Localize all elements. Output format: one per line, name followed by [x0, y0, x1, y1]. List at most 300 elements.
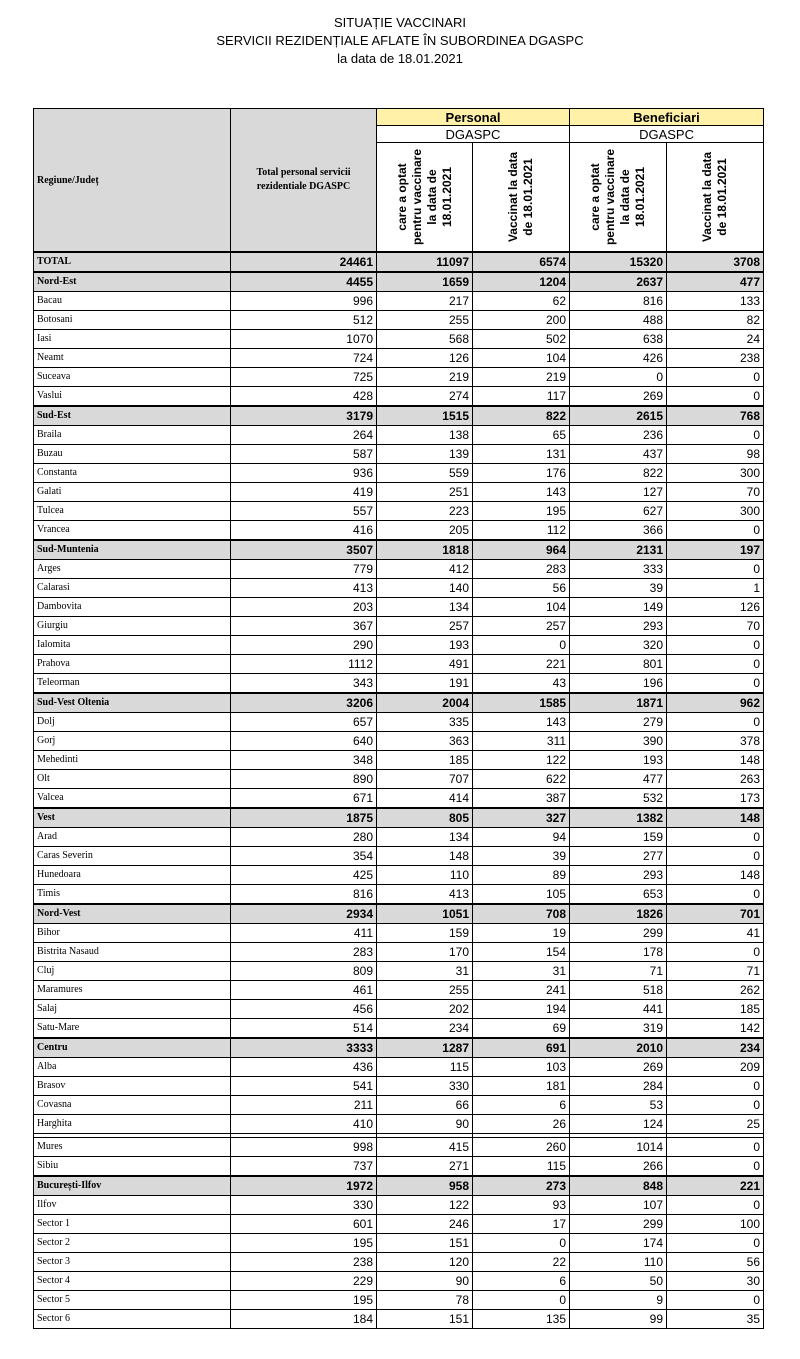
- total-staff-cell: 671: [231, 789, 377, 809]
- row-name: Valcea: [34, 789, 231, 809]
- table-row: [34, 502, 764, 521]
- row-name: Botosani: [34, 311, 231, 330]
- beneficiari-opted-cell: 39: [570, 579, 667, 598]
- row-name: Prahova: [34, 655, 231, 674]
- beneficiari-opted-cell: 441: [570, 1000, 667, 1019]
- beneficiari-opted-cell: 284: [570, 1077, 667, 1096]
- row-name: Sector 4: [34, 1272, 231, 1291]
- total-staff-cell: 283: [231, 943, 377, 962]
- personal-opted-cell: 234: [377, 1019, 473, 1039]
- row-name: Braila: [34, 426, 231, 445]
- beneficiari-opted-cell: 149: [570, 598, 667, 617]
- total-staff-cell: 816: [231, 885, 377, 905]
- personal-vaccinated-cell: 26: [473, 1115, 570, 1134]
- personal-vaccinated-cell: 143: [473, 483, 570, 502]
- beneficiari-vaccinated-cell: 263: [667, 770, 764, 789]
- table-row: [34, 1253, 764, 1272]
- table-row: [34, 598, 764, 617]
- total-staff-cell: 456: [231, 1000, 377, 1019]
- total-staff-cell: 1070: [231, 330, 377, 349]
- personal-vaccinated-cell: 62: [473, 292, 570, 311]
- beneficiari-opted-cell: 110: [570, 1253, 667, 1272]
- beneficiari-vaccinated-cell: 148: [667, 866, 764, 885]
- table-row: [34, 943, 764, 962]
- row-name: Olt: [34, 770, 231, 789]
- beneficiari-vaccinated-cell: 0: [667, 828, 764, 847]
- personal-opted-cell: 707: [377, 770, 473, 789]
- beneficiari-vaccinated-cell: 0: [667, 1291, 764, 1310]
- table-row: [34, 1058, 764, 1077]
- personal-vaccinated-cell: 89: [473, 866, 570, 885]
- personal-vaccinated-cell: 135: [473, 1310, 570, 1329]
- beneficiari-vaccinated-cell: 0: [667, 1196, 764, 1215]
- header-vaccinated-beneficiari-label: Vaccinat la data de 18.01.2021: [700, 151, 730, 243]
- personal-opted-cell: 170: [377, 943, 473, 962]
- beneficiari-opted-cell: 1382: [570, 808, 667, 828]
- beneficiari-opted-cell: 269: [570, 387, 667, 407]
- beneficiari-opted-cell: 107: [570, 1196, 667, 1215]
- beneficiari-vaccinated-cell: 25: [667, 1115, 764, 1134]
- total-staff-cell: 640: [231, 732, 377, 751]
- personal-vaccinated-cell: 964: [473, 540, 570, 560]
- beneficiari-vaccinated-cell: 173: [667, 789, 764, 809]
- beneficiari-vaccinated-cell: 0: [667, 387, 764, 407]
- beneficiari-vaccinated-cell: 0: [667, 1157, 764, 1177]
- beneficiari-opted-cell: 159: [570, 828, 667, 847]
- beneficiari-vaccinated-cell: 30: [667, 1272, 764, 1291]
- beneficiari-opted-cell: 627: [570, 502, 667, 521]
- beneficiari-vaccinated-cell: 56: [667, 1253, 764, 1272]
- row-name: Harghita: [34, 1115, 231, 1134]
- personal-vaccinated-cell: 241: [473, 981, 570, 1000]
- personal-vaccinated-cell: 22: [473, 1253, 570, 1272]
- personal-opted-cell: 274: [377, 387, 473, 407]
- total-staff-cell: 264: [231, 426, 377, 445]
- table-row: [34, 330, 764, 349]
- total-staff-cell: 290: [231, 636, 377, 655]
- beneficiari-opted-cell: 822: [570, 464, 667, 483]
- total-staff-cell: 996: [231, 292, 377, 311]
- row-name: Suceava: [34, 368, 231, 387]
- table-row: [34, 1291, 764, 1310]
- beneficiari-vaccinated-cell: 0: [667, 655, 764, 674]
- beneficiari-opted-cell: 2010: [570, 1038, 667, 1058]
- beneficiari-vaccinated-cell: 0: [667, 674, 764, 694]
- personal-opted-cell: 413: [377, 885, 473, 905]
- beneficiari-vaccinated-cell: 197: [667, 540, 764, 560]
- total-staff-cell: 4455: [231, 272, 377, 292]
- beneficiari-opted-cell: 293: [570, 866, 667, 885]
- region-row: [34, 693, 764, 713]
- beneficiari-vaccinated-cell: 0: [667, 1077, 764, 1096]
- personal-vaccinated-cell: 0: [473, 1234, 570, 1253]
- total-staff-cell: 779: [231, 560, 377, 579]
- beneficiari-opted-cell: 333: [570, 560, 667, 579]
- row-name: Dolj: [34, 713, 231, 732]
- row-name: Sector 3: [34, 1253, 231, 1272]
- row-name: Sector 5: [34, 1291, 231, 1310]
- region-row: [34, 272, 764, 292]
- personal-vaccinated-cell: 131: [473, 445, 570, 464]
- header-opted-personal: [377, 143, 473, 253]
- personal-vaccinated-cell: 708: [473, 904, 570, 924]
- beneficiari-opted-cell: 638: [570, 330, 667, 349]
- personal-opted-cell: 330: [377, 1077, 473, 1096]
- beneficiari-vaccinated-cell: 0: [667, 636, 764, 655]
- total-staff-cell: 587: [231, 445, 377, 464]
- table-row: [34, 713, 764, 732]
- total-staff-cell: 184: [231, 1310, 377, 1329]
- total-staff-cell: 419: [231, 483, 377, 502]
- table-body: [34, 252, 764, 1329]
- table-row: [34, 789, 764, 809]
- row-name: Sud-Est: [34, 406, 231, 426]
- table-row: [34, 1272, 764, 1291]
- row-name: Bacau: [34, 292, 231, 311]
- total-staff-cell: 195: [231, 1234, 377, 1253]
- personal-opted-cell: 115: [377, 1058, 473, 1077]
- beneficiari-opted-cell: 518: [570, 981, 667, 1000]
- personal-vaccinated-cell: 195: [473, 502, 570, 521]
- beneficiari-vaccinated-cell: 0: [667, 943, 764, 962]
- total-staff-cell: 211: [231, 1096, 377, 1115]
- personal-vaccinated-cell: 104: [473, 349, 570, 368]
- total-staff-cell: 2934: [231, 904, 377, 924]
- table-row: [34, 464, 764, 483]
- beneficiari-opted-cell: 1826: [570, 904, 667, 924]
- personal-vaccinated-cell: 194: [473, 1000, 570, 1019]
- personal-vaccinated-cell: 105: [473, 885, 570, 905]
- row-name: Covasna: [34, 1096, 231, 1115]
- personal-vaccinated-cell: 6: [473, 1096, 570, 1115]
- personal-vaccinated-cell: 115: [473, 1157, 570, 1177]
- beneficiari-vaccinated-cell: 238: [667, 349, 764, 368]
- header-total-staff: Total personal servicii rezidentiale DGASPC: [231, 109, 377, 253]
- table-row: [34, 636, 764, 655]
- beneficiari-vaccinated-cell: 0: [667, 1138, 764, 1157]
- total-staff-cell: 203: [231, 598, 377, 617]
- table-row: [34, 674, 764, 694]
- row-name: Ilfov: [34, 1196, 231, 1215]
- table-row: [34, 1019, 764, 1039]
- total-staff-cell: 348: [231, 751, 377, 770]
- total-staff-cell: 411: [231, 924, 377, 943]
- personal-opted-cell: 151: [377, 1234, 473, 1253]
- table-row: [34, 770, 764, 789]
- total-staff-cell: 238: [231, 1253, 377, 1272]
- table-header: [34, 109, 764, 253]
- row-name: Bistrita Nasaud: [34, 943, 231, 962]
- total-staff-cell: 512: [231, 311, 377, 330]
- row-name: Salaj: [34, 1000, 231, 1019]
- total-staff-cell: 413: [231, 579, 377, 598]
- row-name: Sud-Vest Oltenia: [34, 693, 231, 713]
- table-row: [34, 311, 764, 330]
- row-name: Arad: [34, 828, 231, 847]
- table-row: [34, 560, 764, 579]
- beneficiari-opted-cell: 477: [570, 770, 667, 789]
- row-name: Caras Severin: [34, 847, 231, 866]
- personal-vaccinated-cell: 104: [473, 598, 570, 617]
- personal-vaccinated-cell: 143: [473, 713, 570, 732]
- table-row: [34, 1157, 764, 1177]
- region-row: [34, 1038, 764, 1058]
- row-name: Hunedoara: [34, 866, 231, 885]
- beneficiari-vaccinated-cell: 1: [667, 579, 764, 598]
- beneficiari-vaccinated-cell: 0: [667, 885, 764, 905]
- personal-opted-cell: 414: [377, 789, 473, 809]
- beneficiari-opted-cell: 127: [570, 483, 667, 502]
- personal-vaccinated-cell: 181: [473, 1077, 570, 1096]
- beneficiari-opted-cell: 269: [570, 1058, 667, 1077]
- row-name: Arges: [34, 560, 231, 579]
- personal-opted-cell: 1818: [377, 540, 473, 560]
- table-row: [34, 655, 764, 674]
- personal-vaccinated-cell: 622: [473, 770, 570, 789]
- beneficiari-opted-cell: 178: [570, 943, 667, 962]
- header-personal: Personal: [377, 109, 570, 126]
- region-row: [34, 904, 764, 924]
- personal-vaccinated-cell: 311: [473, 732, 570, 751]
- total-staff-cell: 3206: [231, 693, 377, 713]
- row-name: Mures: [34, 1138, 231, 1157]
- beneficiari-opted-cell: 71: [570, 962, 667, 981]
- personal-vaccinated-cell: 31: [473, 962, 570, 981]
- beneficiari-vaccinated-cell: 0: [667, 1234, 764, 1253]
- row-name: Neamt: [34, 349, 231, 368]
- title-line-2: SERVICII REZIDENȚIALE AFLATE ÎN SUBORDINEA DGASPC: [216, 33, 584, 48]
- total-staff-cell: 557: [231, 502, 377, 521]
- beneficiari-opted-cell: 236: [570, 426, 667, 445]
- beneficiari-vaccinated-cell: 0: [667, 368, 764, 387]
- total-staff-cell: 425: [231, 866, 377, 885]
- beneficiari-opted-cell: 1871: [570, 693, 667, 713]
- personal-opted-cell: 1515: [377, 406, 473, 426]
- personal-opted-cell: 1287: [377, 1038, 473, 1058]
- row-name: Sud-Muntenia: [34, 540, 231, 560]
- personal-vaccinated-cell: 327: [473, 808, 570, 828]
- beneficiari-opted-cell: 266: [570, 1157, 667, 1177]
- beneficiari-vaccinated-cell: 71: [667, 962, 764, 981]
- personal-opted-cell: 217: [377, 292, 473, 311]
- total-staff-cell: 3179: [231, 406, 377, 426]
- beneficiari-opted-cell: 816: [570, 292, 667, 311]
- total-staff-cell: 461: [231, 981, 377, 1000]
- row-name: Nord-Est: [34, 272, 231, 292]
- personal-opted-cell: 110: [377, 866, 473, 885]
- beneficiari-vaccinated-cell: 378: [667, 732, 764, 751]
- personal-vaccinated-cell: 219: [473, 368, 570, 387]
- region-row: [34, 540, 764, 560]
- beneficiari-vaccinated-cell: 0: [667, 426, 764, 445]
- total-staff-cell: 809: [231, 962, 377, 981]
- beneficiari-opted-cell: 2637: [570, 272, 667, 292]
- personal-vaccinated-cell: 221: [473, 655, 570, 674]
- table-row: [34, 828, 764, 847]
- personal-vaccinated-cell: 103: [473, 1058, 570, 1077]
- table-row: [34, 579, 764, 598]
- total-staff-cell: 416: [231, 521, 377, 541]
- total-staff-cell: 428: [231, 387, 377, 407]
- table-row: [34, 1000, 764, 1019]
- row-name: Vrancea: [34, 521, 231, 541]
- beneficiari-opted-cell: 9: [570, 1291, 667, 1310]
- personal-vaccinated-cell: 122: [473, 751, 570, 770]
- beneficiari-vaccinated-cell: 300: [667, 464, 764, 483]
- table-row: [34, 445, 764, 464]
- personal-vaccinated-cell: 502: [473, 330, 570, 349]
- personal-opted-cell: 151: [377, 1310, 473, 1329]
- personal-opted-cell: 251: [377, 483, 473, 502]
- total-staff-cell: 998: [231, 1138, 377, 1157]
- personal-opted-cell: 271: [377, 1157, 473, 1177]
- row-name: Giurgiu: [34, 617, 231, 636]
- beneficiari-opted-cell: 653: [570, 885, 667, 905]
- total-staff-cell: 601: [231, 1215, 377, 1234]
- personal-opted-cell: 202: [377, 1000, 473, 1019]
- personal-opted-cell: 122: [377, 1196, 473, 1215]
- total-staff-cell: 195: [231, 1291, 377, 1310]
- beneficiari-vaccinated-cell: 148: [667, 751, 764, 770]
- personal-opted-cell: 134: [377, 828, 473, 847]
- table-row: [34, 1077, 764, 1096]
- beneficiari-vaccinated-cell: 126: [667, 598, 764, 617]
- beneficiari-vaccinated-cell: 24: [667, 330, 764, 349]
- personal-opted-cell: 219: [377, 368, 473, 387]
- beneficiari-vaccinated-cell: 0: [667, 1096, 764, 1115]
- personal-vaccinated-cell: 17: [473, 1215, 570, 1234]
- beneficiari-vaccinated-cell: 148: [667, 808, 764, 828]
- row-name: București-Ilfov: [34, 1176, 231, 1196]
- total-staff-cell: 280: [231, 828, 377, 847]
- table-row: [34, 483, 764, 502]
- total-staff-cell: 24461: [231, 252, 377, 272]
- header-dgaspc-beneficiari: DGASPC: [570, 126, 764, 143]
- row-name: Nord-Vest: [34, 904, 231, 924]
- personal-opted-cell: 335: [377, 713, 473, 732]
- total-staff-cell: 3507: [231, 540, 377, 560]
- personal-opted-cell: 255: [377, 311, 473, 330]
- beneficiari-vaccinated-cell: 234: [667, 1038, 764, 1058]
- total-staff-cell: 410: [231, 1115, 377, 1134]
- personal-vaccinated-cell: 691: [473, 1038, 570, 1058]
- row-name: Alba: [34, 1058, 231, 1077]
- region-row: [34, 406, 764, 426]
- total-staff-cell: 725: [231, 368, 377, 387]
- header-dgaspc-personal: DGASPC: [377, 126, 570, 143]
- personal-vaccinated-cell: 176: [473, 464, 570, 483]
- personal-vaccinated-cell: 117: [473, 387, 570, 407]
- beneficiari-vaccinated-cell: 70: [667, 483, 764, 502]
- header-opted-beneficiari-label: care a optat pentru vaccinare la data de 18.01.2021: [588, 148, 648, 246]
- table-row: [34, 981, 764, 1000]
- table-row: [34, 1196, 764, 1215]
- personal-opted-cell: 31: [377, 962, 473, 981]
- personal-vaccinated-cell: 200: [473, 311, 570, 330]
- table-row: [34, 866, 764, 885]
- row-name: Satu-Mare: [34, 1019, 231, 1039]
- header-vaccinated-personal: [473, 143, 570, 253]
- personal-opted-cell: 193: [377, 636, 473, 655]
- total-staff-cell: 354: [231, 847, 377, 866]
- header-vaccinated-personal-label: Vaccinat la data de 18.01.2021: [506, 151, 535, 243]
- beneficiari-opted-cell: 124: [570, 1115, 667, 1134]
- beneficiari-opted-cell: 390: [570, 732, 667, 751]
- beneficiari-opted-cell: 319: [570, 1019, 667, 1039]
- personal-opted-cell: 559: [377, 464, 473, 483]
- personal-opted-cell: 66: [377, 1096, 473, 1115]
- total-staff-cell: 1112: [231, 655, 377, 674]
- total-staff-cell: 936: [231, 464, 377, 483]
- table-row: [34, 962, 764, 981]
- total-staff-cell: 367: [231, 617, 377, 636]
- personal-opted-cell: 412: [377, 560, 473, 579]
- personal-vaccinated-cell: 822: [473, 406, 570, 426]
- beneficiari-opted-cell: 174: [570, 1234, 667, 1253]
- table-row: [34, 751, 764, 770]
- row-name: Dambovita: [34, 598, 231, 617]
- total-staff-cell: 657: [231, 713, 377, 732]
- beneficiari-opted-cell: 532: [570, 789, 667, 809]
- beneficiari-vaccinated-cell: 100: [667, 1215, 764, 1234]
- beneficiari-vaccinated-cell: 133: [667, 292, 764, 311]
- personal-opted-cell: 148: [377, 847, 473, 866]
- table-row: [34, 387, 764, 407]
- region-row: [34, 1176, 764, 1196]
- personal-opted-cell: 223: [377, 502, 473, 521]
- beneficiari-vaccinated-cell: 70: [667, 617, 764, 636]
- personal-opted-cell: 363: [377, 732, 473, 751]
- row-name: Tulcea: [34, 502, 231, 521]
- table-row: [34, 349, 764, 368]
- personal-vaccinated-cell: 94: [473, 828, 570, 847]
- total-staff-cell: 890: [231, 770, 377, 789]
- total-staff-cell: 724: [231, 349, 377, 368]
- row-name: Vaslui: [34, 387, 231, 407]
- row-name: Cluj: [34, 962, 231, 981]
- total-staff-cell: 1875: [231, 808, 377, 828]
- personal-opted-cell: 140: [377, 579, 473, 598]
- total-staff-cell: 541: [231, 1077, 377, 1096]
- personal-opted-cell: 2004: [377, 693, 473, 713]
- personal-opted-cell: 120: [377, 1253, 473, 1272]
- region-row: [34, 808, 764, 828]
- total-staff-cell: 1972: [231, 1176, 377, 1196]
- row-name: Timis: [34, 885, 231, 905]
- row-name: Constanta: [34, 464, 231, 483]
- personal-opted-cell: 205: [377, 521, 473, 541]
- table-row: [34, 732, 764, 751]
- beneficiari-vaccinated-cell: 82: [667, 311, 764, 330]
- beneficiari-vaccinated-cell: 35: [667, 1310, 764, 1329]
- beneficiari-vaccinated-cell: 0: [667, 521, 764, 541]
- personal-opted-cell: 90: [377, 1115, 473, 1134]
- total-staff-cell: 3333: [231, 1038, 377, 1058]
- personal-opted-cell: 11097: [377, 252, 473, 272]
- beneficiari-opted-cell: 15320: [570, 252, 667, 272]
- beneficiari-vaccinated-cell: 209: [667, 1058, 764, 1077]
- row-name: Gorj: [34, 732, 231, 751]
- personal-vaccinated-cell: 0: [473, 1291, 570, 1310]
- beneficiari-vaccinated-cell: 262: [667, 981, 764, 1000]
- table-row: [34, 292, 764, 311]
- personal-opted-cell: 246: [377, 1215, 473, 1234]
- beneficiari-opted-cell: 801: [570, 655, 667, 674]
- beneficiari-opted-cell: 366: [570, 521, 667, 541]
- beneficiari-vaccinated-cell: 701: [667, 904, 764, 924]
- personal-vaccinated-cell: 257: [473, 617, 570, 636]
- personal-vaccinated-cell: 65: [473, 426, 570, 445]
